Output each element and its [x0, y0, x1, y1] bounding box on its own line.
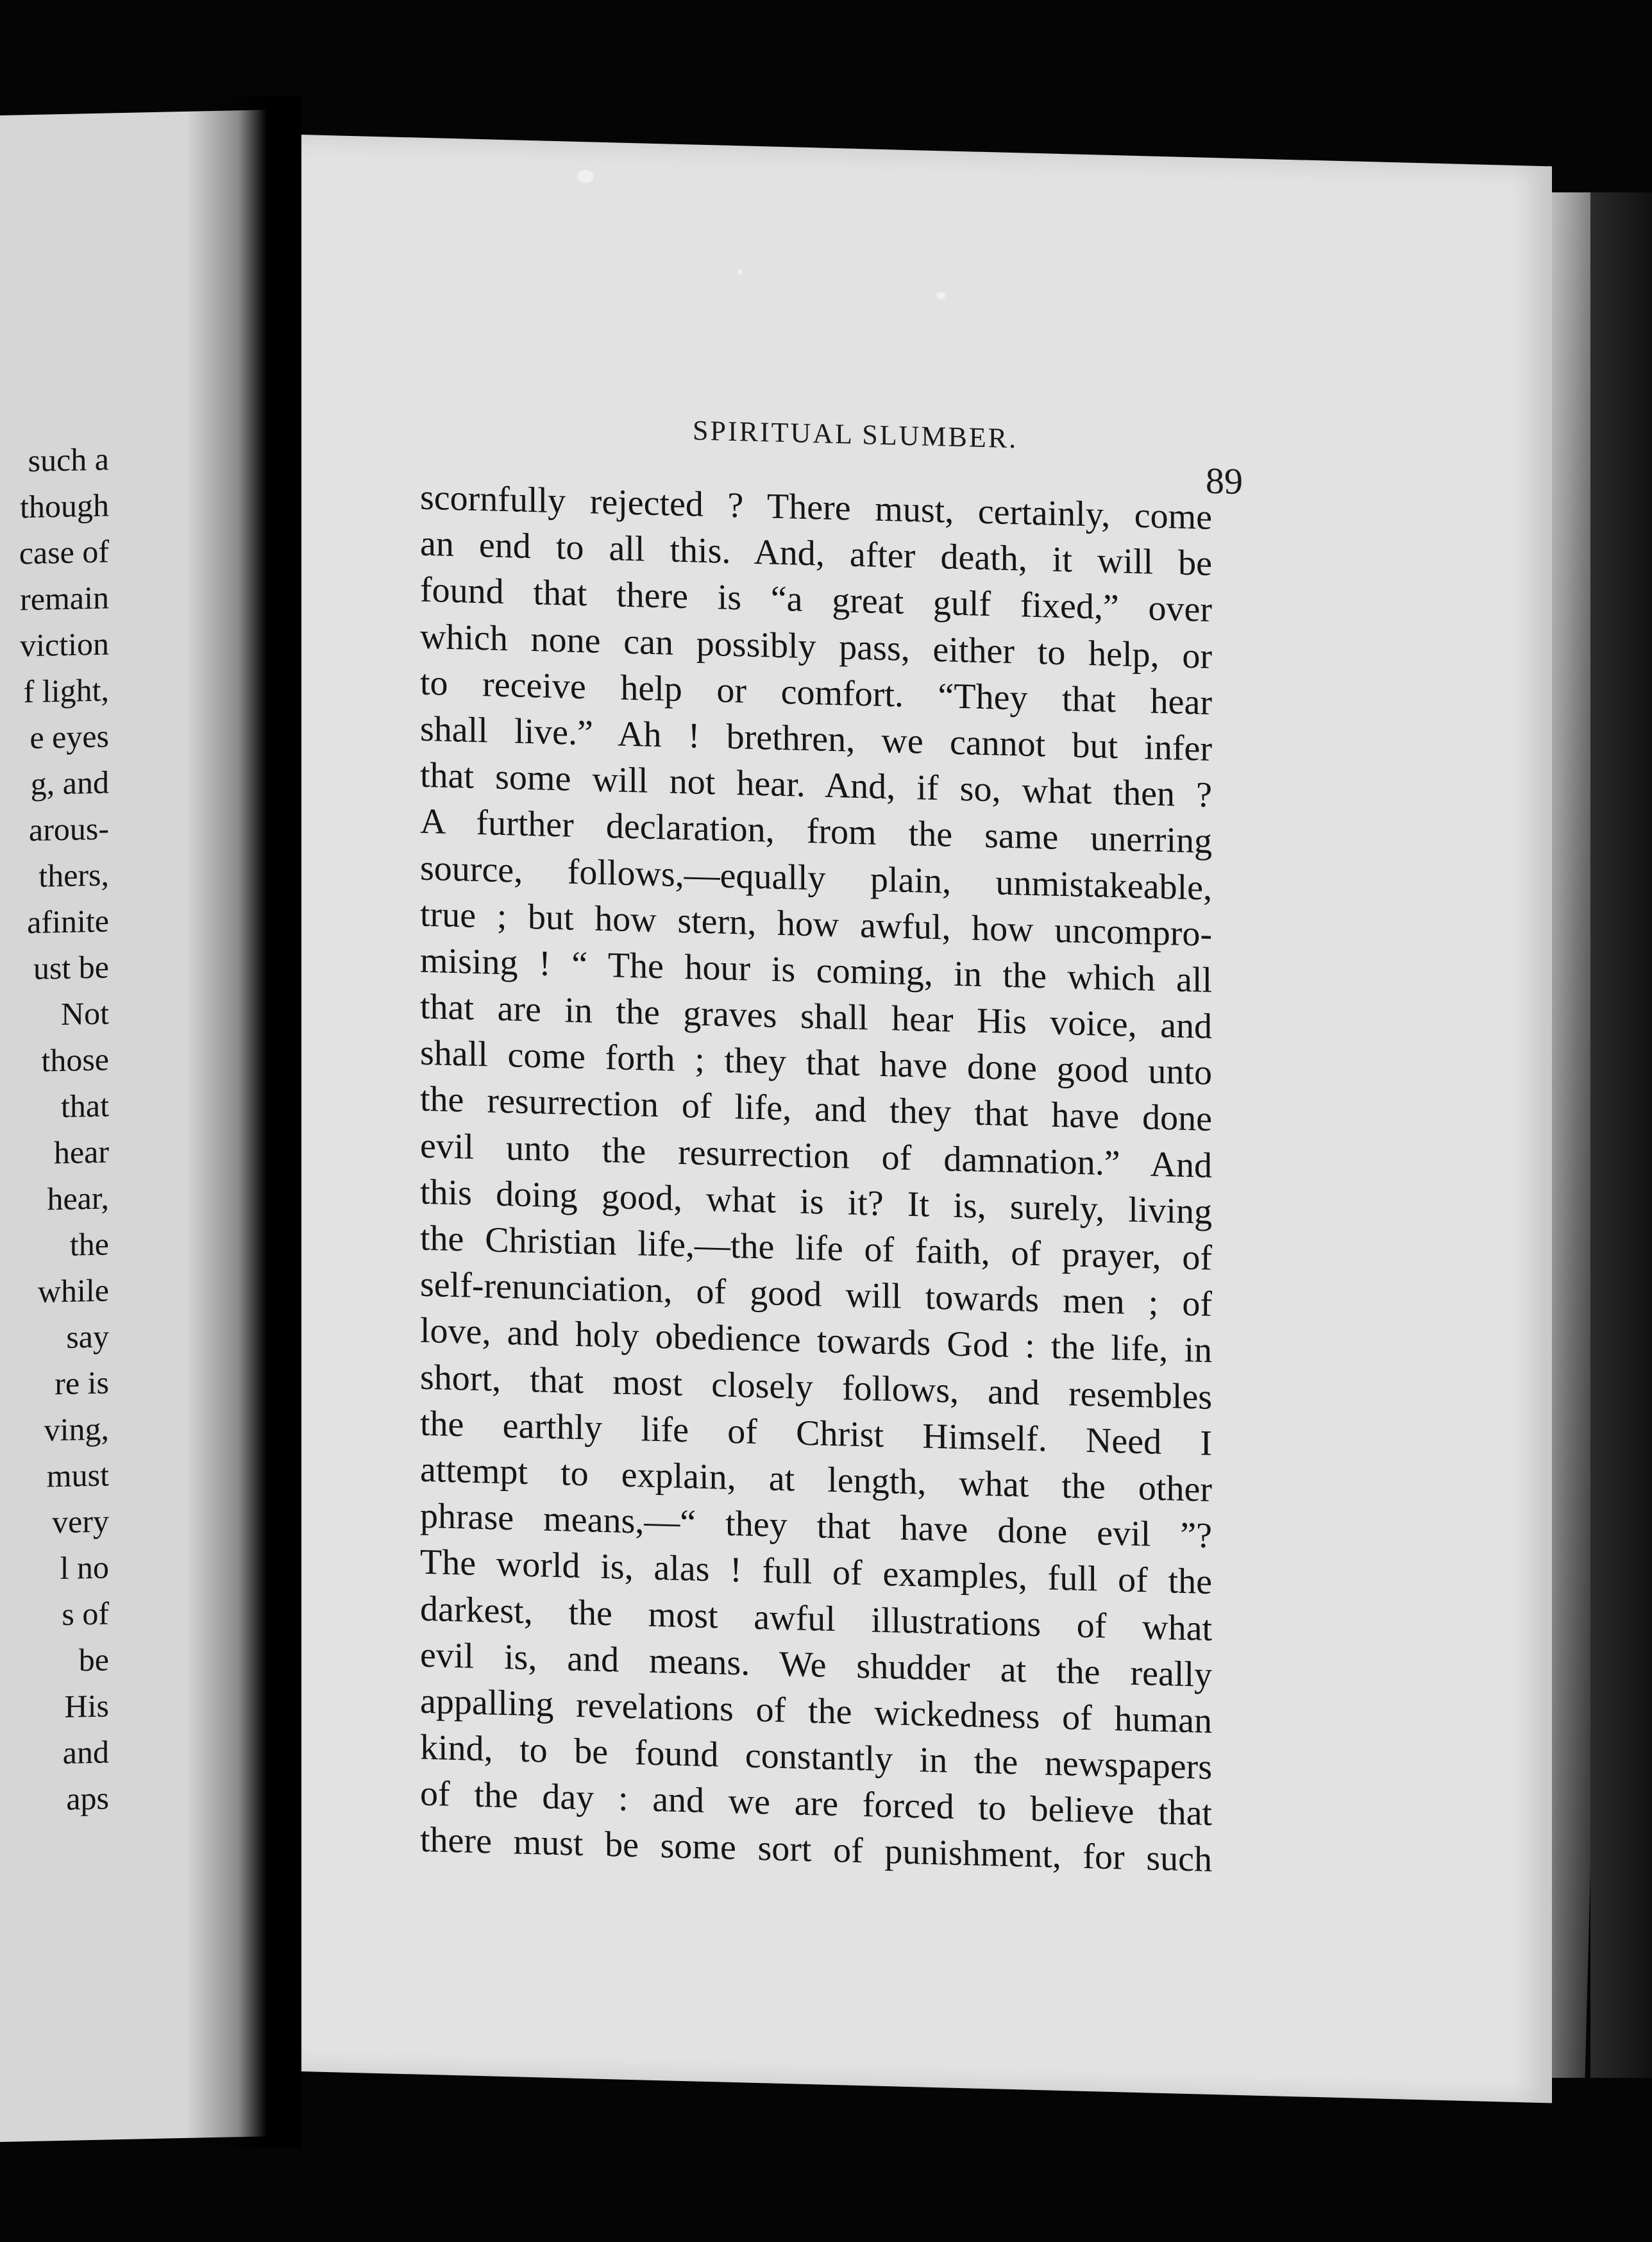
text-line: kind, to be found constantly in the newspapers	[420, 1727, 1212, 1788]
left-page-fragment: ust be	[33, 948, 109, 986]
left-page-fragment: remain	[20, 579, 109, 618]
text-line: darkest, the most awful illustrations of what	[420, 1589, 1212, 1649]
text-line: shall live.” Ah ! brethren, we cannot but infer	[420, 709, 1212, 769]
text-line: there must be some sort of punishment, for such	[420, 1820, 1212, 1880]
left-page-fragment: afinite	[27, 902, 109, 941]
text-line: the resurrection of life, and they that have done	[420, 1079, 1212, 1140]
left-page-fragment: while	[37, 1272, 109, 1310]
text-line: evil is, and means. We shudder at the really	[420, 1635, 1212, 1695]
text-line: mising ! “ The hour is coming, in the which all	[420, 940, 1212, 1000]
page-number: 89	[1206, 459, 1243, 503]
text-line: The world is, alas ! full of examples, full of the	[420, 1542, 1212, 1603]
text-line: to receive help or comfort. “They that hear	[420, 662, 1212, 723]
text-line: appalling revelations of the wickedness of human	[420, 1681, 1212, 1741]
left-page-fragment: those	[41, 1041, 109, 1079]
left-page-fragment: and	[62, 1733, 109, 1771]
left-page-fragment: His	[64, 1687, 109, 1724]
text-line: an end to all this. And, after death, it will be	[420, 523, 1212, 584]
left-page-fragment: re is	[55, 1364, 109, 1402]
text-line: evil unto the resurrection of damnation.” And	[420, 1125, 1212, 1186]
left-page-fragment: g, and	[30, 764, 109, 802]
running-head: SPIRITUAL SLUMBER.	[693, 414, 1018, 455]
left-page-fragment: though	[20, 487, 109, 525]
text-line: shall come forth ; they that have done good unto	[420, 1032, 1212, 1093]
left-page-fragment: f light,	[23, 671, 109, 710]
left-page-fragment: thers,	[38, 856, 109, 894]
left-page-fragment: Not	[61, 995, 109, 1032]
text-line: the Christian life,—the life of faith, of prayer, of	[420, 1218, 1212, 1278]
left-page-fragment: s of	[62, 1595, 109, 1632]
main-page	[301, 135, 1552, 2103]
text-line: of the day : and we are forced to believe that	[420, 1773, 1212, 1834]
left-page-fragment: viction	[20, 625, 109, 664]
text-line: source, follows,—equally plain, unmistakeable,	[420, 848, 1212, 908]
left-page-fragment: must	[46, 1456, 109, 1494]
text-line: scornfully rejected ? There must, certainly, come	[420, 477, 1212, 537]
left-page-fragment: l no	[60, 1549, 109, 1587]
text-line: this doing good, what is it? It is, surely, living	[420, 1172, 1212, 1232]
left-page-fragment: hear,	[47, 1179, 109, 1217]
text-line: which none can possibly pass, either to help, or	[420, 616, 1212, 677]
text-line: self-renunciation, of good will towards men ; of	[420, 1264, 1212, 1325]
left-page-fragment: say	[66, 1318, 109, 1355]
left-page-fragment: case of	[19, 533, 109, 571]
text-line: A further declaration, from the same unerring	[420, 801, 1212, 862]
left-page-fragment: arous-	[29, 810, 109, 848]
left-page-fragment: very	[52, 1503, 109, 1540]
body-text	[420, 475, 1212, 1884]
text-line: short, that most closely follows, and resembles	[420, 1357, 1212, 1417]
book-gutter	[186, 96, 301, 2148]
text-line: that are in the graves shall hear His voice, and	[420, 986, 1212, 1047]
left-page-fragment: hear	[53, 1133, 109, 1171]
text-line: true ; but how stern, how awful, how uncompro-	[420, 894, 1212, 954]
left-page-fragment: e eyes	[30, 718, 109, 756]
left-page-fragment: aps	[66, 1780, 109, 1817]
book-cover-edge	[1590, 192, 1652, 2078]
left-page-fragment: be	[78, 1641, 109, 1678]
left-page-fragment: such a	[28, 441, 109, 479]
text-line: phrase means,—“ they that have done evil ”?	[420, 1496, 1212, 1556]
text-line: that some will not hear. And, if so, what then ?	[420, 755, 1212, 816]
text-line: found that there is “a great gulf fixed,” over	[420, 570, 1212, 630]
left-page-fragment: that	[61, 1087, 109, 1125]
text-line: love, and holy obedience towards God : the life, in	[420, 1311, 1212, 1371]
left-page-fragment: the	[69, 1226, 109, 1263]
text-line: attempt to explain, at length, what the other	[420, 1449, 1212, 1510]
text-line: the earthly life of Christ Himself. Need I	[420, 1403, 1212, 1463]
left-page-fragment: ving,	[44, 1410, 109, 1448]
